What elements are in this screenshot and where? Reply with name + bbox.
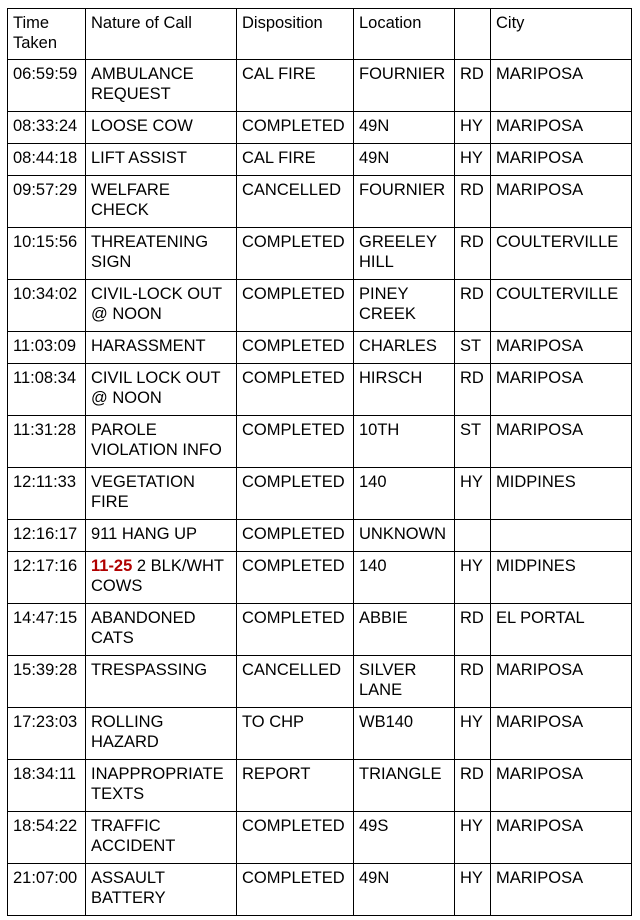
table-row [8, 468, 632, 520]
disposition-cell: CANCELLED [237, 176, 354, 228]
disposition-cell: REPORT [237, 760, 354, 812]
location-line2: CREEK [359, 305, 416, 323]
disposition-cell: COMPLETED [237, 228, 354, 280]
suffix-cell: RD [455, 656, 491, 708]
nature-cell [86, 656, 237, 708]
nature-cell [86, 604, 237, 656]
disposition-cell: COMPLETED [237, 416, 354, 468]
location-cell [354, 708, 455, 760]
city-cell: MIDPINES [491, 552, 632, 604]
time-cell: 12:17:16 [8, 552, 86, 604]
city-cell: MARIPOSA [491, 364, 632, 416]
suffix-cell: RD [455, 228, 491, 280]
table-row [8, 60, 632, 112]
table-row [8, 144, 632, 176]
nature-cell [86, 864, 237, 916]
city-cell: MARIPOSA [491, 60, 632, 112]
time-cell: 11:08:34 [8, 364, 86, 416]
suffix-cell: HY [455, 144, 491, 176]
table-row [8, 864, 632, 916]
nature-cell [86, 144, 237, 176]
call-code: 11-25 [91, 557, 133, 575]
nature-cell [86, 468, 237, 520]
location-cell [354, 656, 455, 708]
table-row [8, 112, 632, 144]
nature-line2: ACCIDENT [91, 837, 176, 855]
nature-cell [86, 760, 237, 812]
disposition-header: Disposition [237, 9, 354, 60]
disposition-cell: COMPLETED [237, 812, 354, 864]
location-cell [354, 228, 455, 280]
nature-line1: HARASSMENT [91, 337, 206, 355]
time-cell: 11:03:09 [8, 332, 86, 364]
time-cell: 14:47:15 [8, 604, 86, 656]
disposition-cell: COMPLETED [237, 280, 354, 332]
disposition-cell: COMPLETED [237, 112, 354, 144]
time-cell: 15:39:28 [8, 656, 86, 708]
location-line1: SILVER [359, 661, 417, 679]
nature-cell [86, 228, 237, 280]
table-row [8, 656, 632, 708]
nature-line1: 2 BLK/WHT [132, 557, 224, 575]
city-header: City [491, 9, 632, 60]
location-line1: 49N [359, 869, 390, 887]
city-cell: MARIPOSA [491, 760, 632, 812]
table-row [8, 520, 632, 552]
table-row [8, 552, 632, 604]
location-line1: 49S [359, 817, 389, 835]
nature-line2: VIOLATION INFO [91, 441, 222, 459]
suffix-cell: HY [455, 552, 491, 604]
suffix-cell: RD [455, 60, 491, 112]
location-cell [354, 604, 455, 656]
nature-line1: 911 HANG UP [91, 525, 198, 543]
nature-line2: COWS [91, 577, 143, 595]
nature-line2: @ NOON [91, 305, 162, 323]
time-cell: 12:11:33 [8, 468, 86, 520]
nature-line2: FIRE [91, 493, 129, 511]
nature-cell [86, 812, 237, 864]
nature-line1: ASSAULT [91, 869, 165, 887]
location-line1: UNKNOWN [359, 525, 447, 543]
nature-line1: WELFARE [91, 181, 170, 199]
table-row [8, 604, 632, 656]
suffix-cell: ST [455, 332, 491, 364]
location-line1: TRIANGLE [359, 765, 442, 783]
city-cell: MARIPOSA [491, 144, 632, 176]
nature-line2: CATS [91, 629, 134, 647]
nature-line2: @ NOON [91, 389, 162, 407]
time-cell: 08:44:18 [8, 144, 86, 176]
nature-line1: CIVIL LOCK OUT [91, 369, 221, 387]
suffix-cell: RD [455, 280, 491, 332]
nature-line2: REQUEST [91, 85, 171, 103]
suffix-cell [455, 520, 491, 552]
nature-line1: VEGETATION [91, 473, 195, 491]
nature-line1: LIFT ASSIST [91, 149, 187, 167]
nature-cell [86, 332, 237, 364]
location-header: Location [354, 9, 455, 60]
nature-cell [86, 416, 237, 468]
city-cell: MARIPOSA [491, 112, 632, 144]
city-cell [491, 520, 632, 552]
time-cell: 18:34:11 [8, 760, 86, 812]
city-cell: MARIPOSA [491, 864, 632, 916]
nature-line2: HAZARD [91, 733, 159, 751]
time-header-line1: Time [13, 14, 50, 32]
location-cell [354, 144, 455, 176]
city-cell: MARIPOSA [491, 656, 632, 708]
table-row [8, 708, 632, 760]
suffix-cell: HY [455, 468, 491, 520]
location-cell [354, 468, 455, 520]
city-cell: EL PORTAL [491, 604, 632, 656]
location-line1: FOURNIER [359, 65, 446, 83]
nature-line2: CHECK [91, 201, 149, 219]
time-cell: 12:16:17 [8, 520, 86, 552]
city-cell: MARIPOSA [491, 416, 632, 468]
city-cell: MARIPOSA [491, 708, 632, 760]
time-cell: 18:54:22 [8, 812, 86, 864]
time-cell: 10:34:02 [8, 280, 86, 332]
location-cell [354, 760, 455, 812]
table-row [8, 280, 632, 332]
location-cell [354, 364, 455, 416]
disposition-cell: COMPLETED [237, 364, 354, 416]
location-line1: 49N [359, 117, 390, 135]
disposition-cell: COMPLETED [237, 520, 354, 552]
suffix-cell: HY [455, 864, 491, 916]
location-cell [354, 112, 455, 144]
time-cell: 10:15:56 [8, 228, 86, 280]
table-row [8, 812, 632, 864]
time-cell: 11:31:28 [8, 416, 86, 468]
table-row [8, 176, 632, 228]
nature-cell [86, 552, 237, 604]
nature-line1: AMBULANCE [91, 65, 194, 83]
nature-line1: TRAFFIC [91, 817, 161, 835]
nature-line1: ROLLING [91, 713, 164, 731]
time-cell: 06:59:59 [8, 60, 86, 112]
nature-cell [86, 176, 237, 228]
suffix-cell: RD [455, 364, 491, 416]
location-cell [354, 520, 455, 552]
table-row [8, 760, 632, 812]
city-cell: COULTERVILLE [491, 228, 632, 280]
suffix-cell: RD [455, 604, 491, 656]
disposition-cell: TO CHP [237, 708, 354, 760]
location-line1: PINEY [359, 285, 409, 303]
disposition-cell: COMPLETED [237, 864, 354, 916]
nature-line2: TEXTS [91, 785, 145, 803]
city-cell: MARIPOSA [491, 176, 632, 228]
time-cell: 21:07:00 [8, 864, 86, 916]
nature-cell [86, 112, 237, 144]
nature-line2: SIGN [91, 253, 132, 271]
location-line1: 140 [359, 557, 387, 575]
location-cell [354, 864, 455, 916]
suffix-cell: RD [455, 760, 491, 812]
table-row [8, 416, 632, 468]
time-cell: 09:57:29 [8, 176, 86, 228]
disposition-cell: COMPLETED [237, 468, 354, 520]
location-cell [354, 280, 455, 332]
location-cell [354, 552, 455, 604]
suffix-cell: RD [455, 176, 491, 228]
location-line2: LANE [359, 681, 403, 699]
nature-of-call-header: Nature of Call [86, 9, 237, 60]
table-row [8, 228, 632, 280]
suffix-cell: ST [455, 416, 491, 468]
location-line1: 10TH [359, 421, 400, 439]
nature-cell [86, 364, 237, 416]
location-line1: FOURNIER [359, 181, 446, 199]
suffix-cell: HY [455, 708, 491, 760]
disposition-cell: CAL FIRE [237, 144, 354, 176]
location-line2: HILL [359, 253, 394, 271]
table-row [8, 332, 632, 364]
location-cell [354, 176, 455, 228]
location-cell [354, 332, 455, 364]
disposition-cell: COMPLETED [237, 604, 354, 656]
time-header-line2: Taken [13, 34, 58, 52]
location-line1: 49N [359, 149, 390, 167]
location-line1: GREELEY [359, 233, 437, 251]
nature-line2: BATTERY [91, 889, 166, 907]
location-line1: WB140 [359, 713, 414, 731]
location-line1: HIRSCH [359, 369, 423, 387]
city-cell: MARIPOSA [491, 332, 632, 364]
nature-line1: CIVIL-LOCK OUT [91, 285, 223, 303]
location-line1: CHARLES [359, 337, 437, 355]
suffix-header [455, 9, 491, 60]
suffix-cell: HY [455, 812, 491, 864]
location-line1: ABBIE [359, 609, 408, 627]
nature-cell [86, 520, 237, 552]
city-cell: MIDPINES [491, 468, 632, 520]
city-cell: MARIPOSA [491, 812, 632, 864]
nature-line1: THREATENING [91, 233, 209, 251]
header-row [8, 9, 632, 60]
location-line1: 140 [359, 473, 387, 491]
time-taken-header [8, 9, 86, 60]
location-cell [354, 416, 455, 468]
nature-cell [86, 708, 237, 760]
suffix-cell: HY [455, 112, 491, 144]
nature-line1: LOOSE COW [91, 117, 193, 135]
nature-line1: PAROLE [91, 421, 157, 439]
call-log-table [7, 8, 632, 916]
table-row [8, 364, 632, 416]
location-cell [354, 60, 455, 112]
nature-cell [86, 60, 237, 112]
disposition-cell: CANCELLED [237, 656, 354, 708]
disposition-cell: CAL FIRE [237, 60, 354, 112]
nature-line1: TRESPASSING [91, 661, 208, 679]
nature-line1: INAPPROPRIATE [91, 765, 224, 783]
location-cell [354, 812, 455, 864]
time-cell: 08:33:24 [8, 112, 86, 144]
nature-line1: ABANDONED [91, 609, 196, 627]
city-cell: COULTERVILLE [491, 280, 632, 332]
disposition-cell: COMPLETED [237, 332, 354, 364]
nature-cell [86, 280, 237, 332]
disposition-cell: COMPLETED [237, 552, 354, 604]
time-cell: 17:23:03 [8, 708, 86, 760]
